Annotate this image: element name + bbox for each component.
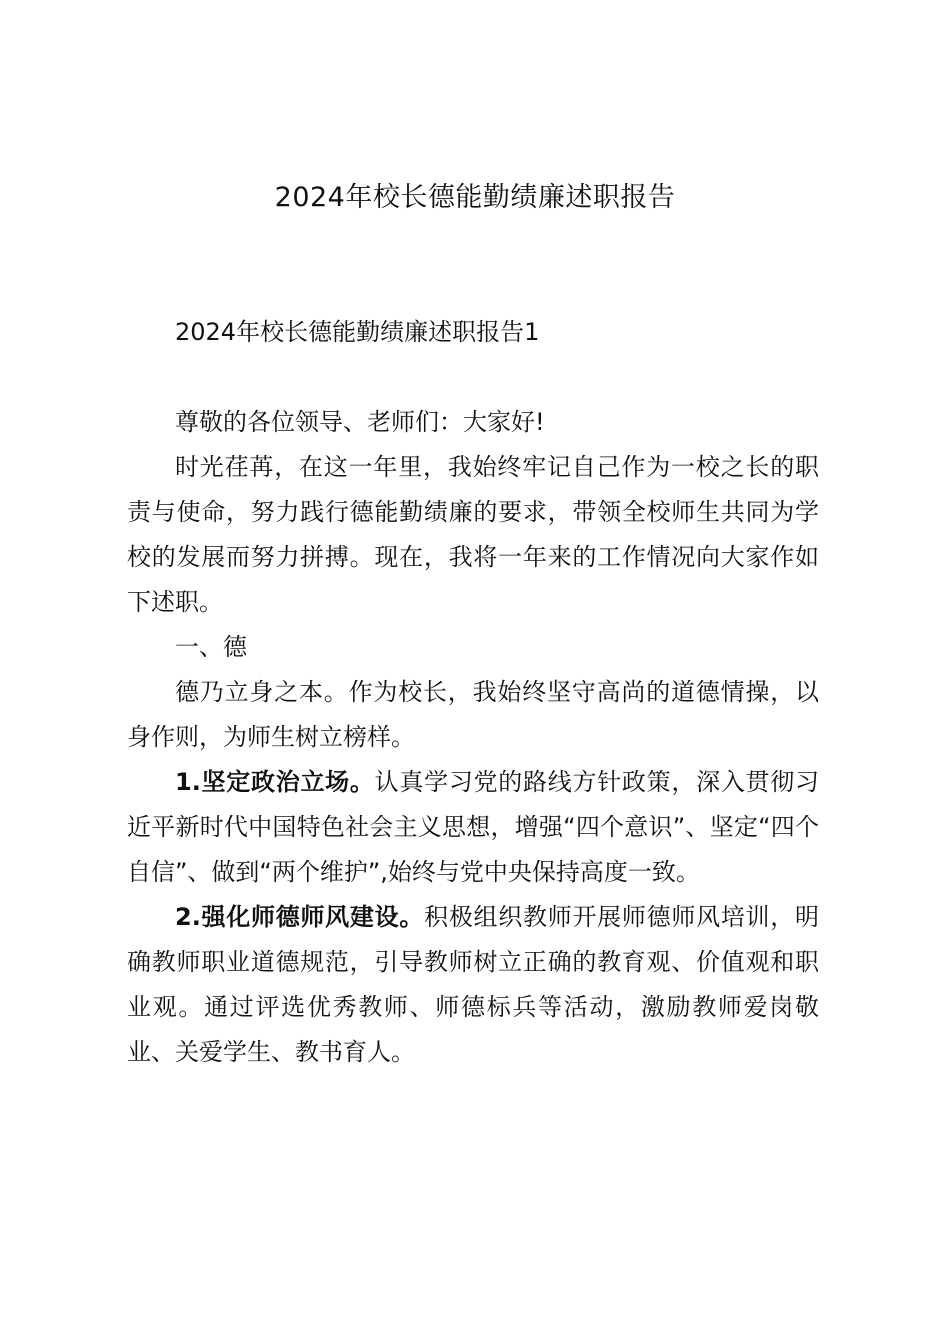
- point-lead-2: 2.强化师德师风建设。: [175, 903, 425, 931]
- point-paragraph-1: [127, 760, 819, 895]
- section-intro-paragraph: 德乃立身之本。作为校长，我始终坚守高尚的道德情操，以身作则，为师生树立榜样。: [127, 678, 819, 751]
- section-heading: 一、德: [175, 633, 247, 661]
- document-title: 2024年校长德能勤绩廉述职报告: [274, 182, 676, 213]
- point-text-1: 认真学习党的路线方针政策，深入贯彻习近平新时代中国特色社会主义思想，增强“四个意识”、坚定“四个自信”、做到“两个维护”,始终与党中央保持高度一致。: [127, 768, 819, 886]
- point-text-2: 积极组织教师开展师德师风培训，明确教师职业道德规范，引导教师树立正确的教育观、价值观和职业观。通过评选优秀教师、师德标兵等活动，激励教师爱岗敬业、关爱学生、教书育人。: [127, 903, 819, 1066]
- intro-paragraph: 时光荏苒，在这一年里，我始终牢记自己作为一校之长的职责与使命，努力践行德能勤绩廉的要求，带领全校师生共同为学校的发展而努力拼搏。现在，我将一年来的工作情况向大家作如下述职。: [127, 453, 819, 616]
- document-body: [127, 310, 819, 1075]
- report-subtitle: 2024年校长德能勤绩廉述职报告1: [175, 318, 540, 346]
- point-lead-1: 1.坚定政治立场。: [175, 768, 375, 796]
- point-paragraph-2: [127, 895, 819, 1075]
- greeting-paragraph: 尊敬的各位领导、老师们：大家好!: [175, 408, 545, 436]
